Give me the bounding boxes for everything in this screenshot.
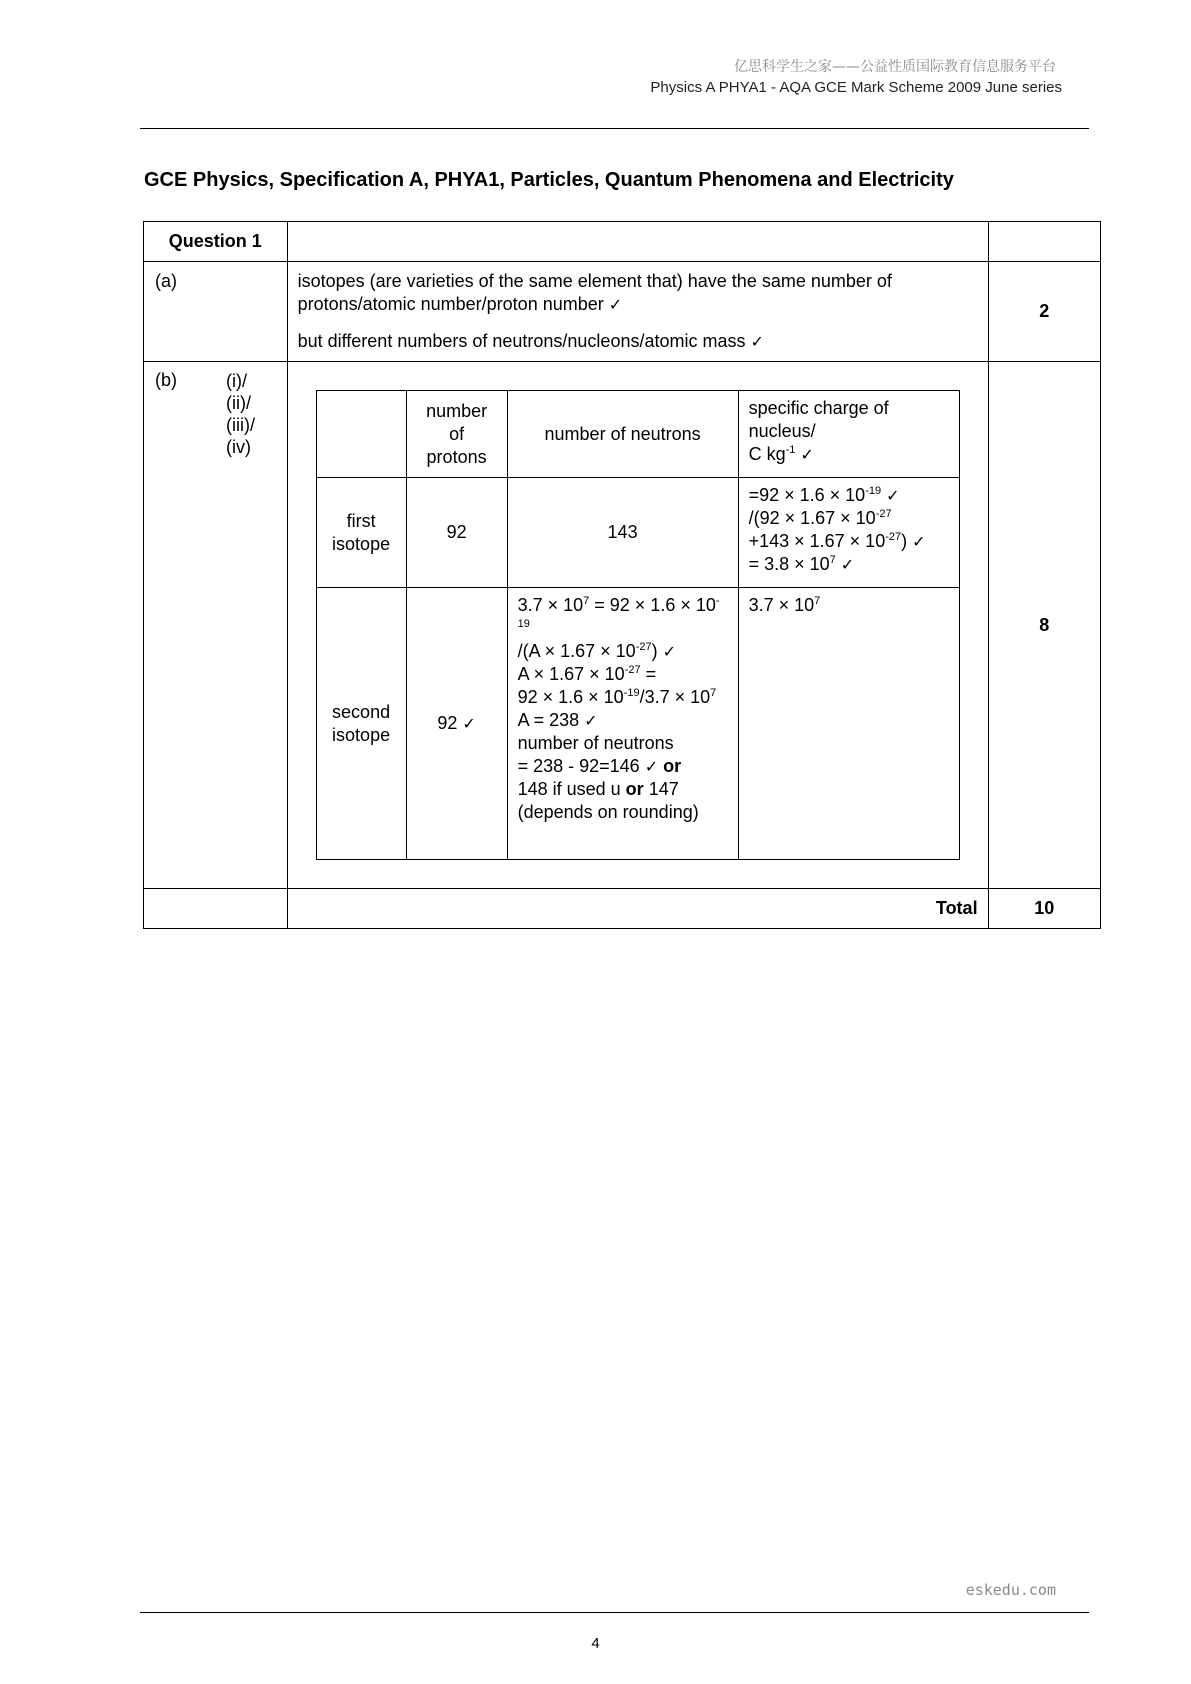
part-a-row (144, 262, 1101, 362)
header-doc-title: Physics A PHYA1 - AQA GCE Mark Scheme 2009 June series (650, 79, 1062, 96)
working-line: A × 1.67 × 10 (517, 664, 625, 684)
working-line: (depends on rounding) (517, 802, 699, 822)
exponent: -27 (635, 641, 652, 653)
tick-icon: ✓ (750, 332, 764, 351)
header-rule (140, 128, 1089, 129)
part-b-label: (b) (155, 370, 177, 390)
part-b-label-cell (144, 362, 288, 889)
first-isotope-neutrons: 143 (507, 478, 738, 588)
exponent: 7 (829, 554, 836, 566)
part-b-answer (287, 362, 988, 889)
total-row (144, 889, 1101, 929)
subpart-label: (iv) (226, 437, 251, 457)
working-line-end: = (640, 664, 657, 684)
first-isotope-row (316, 478, 959, 588)
working-line: 147 (648, 779, 679, 799)
working-line: 3.7 × 10 (517, 595, 584, 615)
second-isotope-neutrons (507, 588, 738, 860)
part-b-marks: 8 (988, 362, 1100, 889)
page-number: 4 (591, 1635, 600, 1652)
subpart-label: (i)/ (226, 371, 247, 391)
second-isotope-label (316, 588, 406, 860)
exponent: -19 (865, 485, 882, 497)
header-charge-unit: C kg (748, 444, 786, 464)
part-a-answer (287, 262, 988, 362)
exponent: 7 (710, 687, 717, 699)
exponent: -27 (624, 664, 641, 676)
header-specific-charge (738, 391, 959, 478)
header-charge-text: specific charge of nucleus/ (748, 398, 889, 441)
subpart-label: (ii)/ (226, 393, 251, 413)
part-a-line1: isotopes (are varieties of the same element that) have the same number of protons/atomic number/proton number (297, 271, 892, 314)
total-blank-cell (144, 889, 288, 929)
marks-heading-blank (988, 222, 1100, 262)
second-protons-value: 92 (437, 713, 458, 733)
footer-brand: eskedu.com (965, 1581, 1056, 1599)
working-line: 148 if used u (517, 779, 621, 799)
first-isotope-charge (738, 478, 959, 588)
charge-line: /(92 × 1.67 × 10 (748, 508, 876, 528)
charge-line-end: ) (901, 531, 908, 551)
isotope-header-row (316, 391, 959, 478)
charge-line: = 3.8 × 10 (748, 554, 830, 574)
question-heading: Question 1 (144, 222, 288, 262)
part-a-marks: 2 (988, 262, 1100, 362)
exponent: -27 (875, 508, 892, 520)
part-a-line2: but different numbers of neutrons/nucleons/atomic mass (297, 331, 746, 351)
second-isotope-charge (738, 588, 959, 860)
working-line: 92 × 1.6 × 10 (517, 687, 624, 707)
question-heading-row (144, 222, 1101, 262)
tick-icon: ✓ (644, 757, 659, 776)
tick-icon: ✓ (608, 295, 623, 314)
exponent: 7 (814, 595, 821, 607)
header-site-name: 亿思科学生之家——公益性质国际教育信息服务平台 (734, 59, 1056, 75)
tick-icon: ✓ (662, 642, 676, 661)
total-marks: 10 (988, 889, 1100, 929)
second-isotope-row (316, 588, 959, 860)
heading-blank-cell (287, 222, 988, 262)
isotope-header-blank (316, 391, 406, 478)
working-line: /(A × 1.67 × 10 (517, 641, 636, 661)
working-line: A = 238 (517, 710, 580, 730)
charge-line: +143 × 1.67 × 10 (748, 531, 886, 551)
total-label: Total (287, 889, 988, 929)
footer-rule (140, 1612, 1089, 1613)
or-keyword: or (663, 756, 682, 776)
exponent: -27 (885, 531, 902, 543)
part-b-row (144, 362, 1101, 889)
exponent: -19 (517, 595, 720, 630)
working-line: number of neutrons (517, 733, 674, 753)
working-line: = 92 × 1.6 × 10 (589, 595, 716, 615)
header-protons (406, 391, 507, 478)
charge-line: =92 × 1.6 × 10 (748, 485, 866, 505)
isotope-table (316, 390, 960, 860)
header-protons-text: number of protons (426, 400, 488, 467)
first-isotope-protons: 92 (406, 478, 507, 588)
subpart-label: (iii)/ (226, 415, 255, 435)
exponent: 7 (583, 595, 590, 607)
working-line: = 238 - 92=146 (517, 756, 640, 776)
tick-icon: ✓ (584, 711, 598, 730)
tick-icon: ✓ (840, 555, 855, 574)
header-charge-exp: -1 (785, 444, 796, 456)
part-a-label: (a) (144, 262, 288, 362)
working-line-end: ) (651, 641, 658, 661)
tick-icon: ✓ (886, 486, 900, 505)
exponent: -19 (623, 687, 640, 699)
second-isotope-text: second isotope (332, 701, 391, 745)
working-line: /3.7 × 10 (639, 687, 711, 707)
mark-scheme-table (143, 221, 1101, 929)
header-neutrons: number of neutrons (507, 391, 738, 478)
part-b-subparts (226, 370, 255, 458)
page-title: GCE Physics, Specification A, PHYA1, Particles, Quantum Phenomena and Electricity (144, 169, 954, 191)
tick-icon: ✓ (912, 532, 926, 551)
first-isotope-text: first isotope (332, 510, 391, 554)
or-keyword: or (625, 779, 644, 799)
tick-icon: ✓ (462, 714, 476, 733)
tick-icon: ✓ (800, 445, 814, 464)
second-isotope-protons (406, 588, 507, 860)
first-isotope-label (316, 478, 406, 588)
second-charge-value: 3.7 × 10 (748, 595, 815, 615)
